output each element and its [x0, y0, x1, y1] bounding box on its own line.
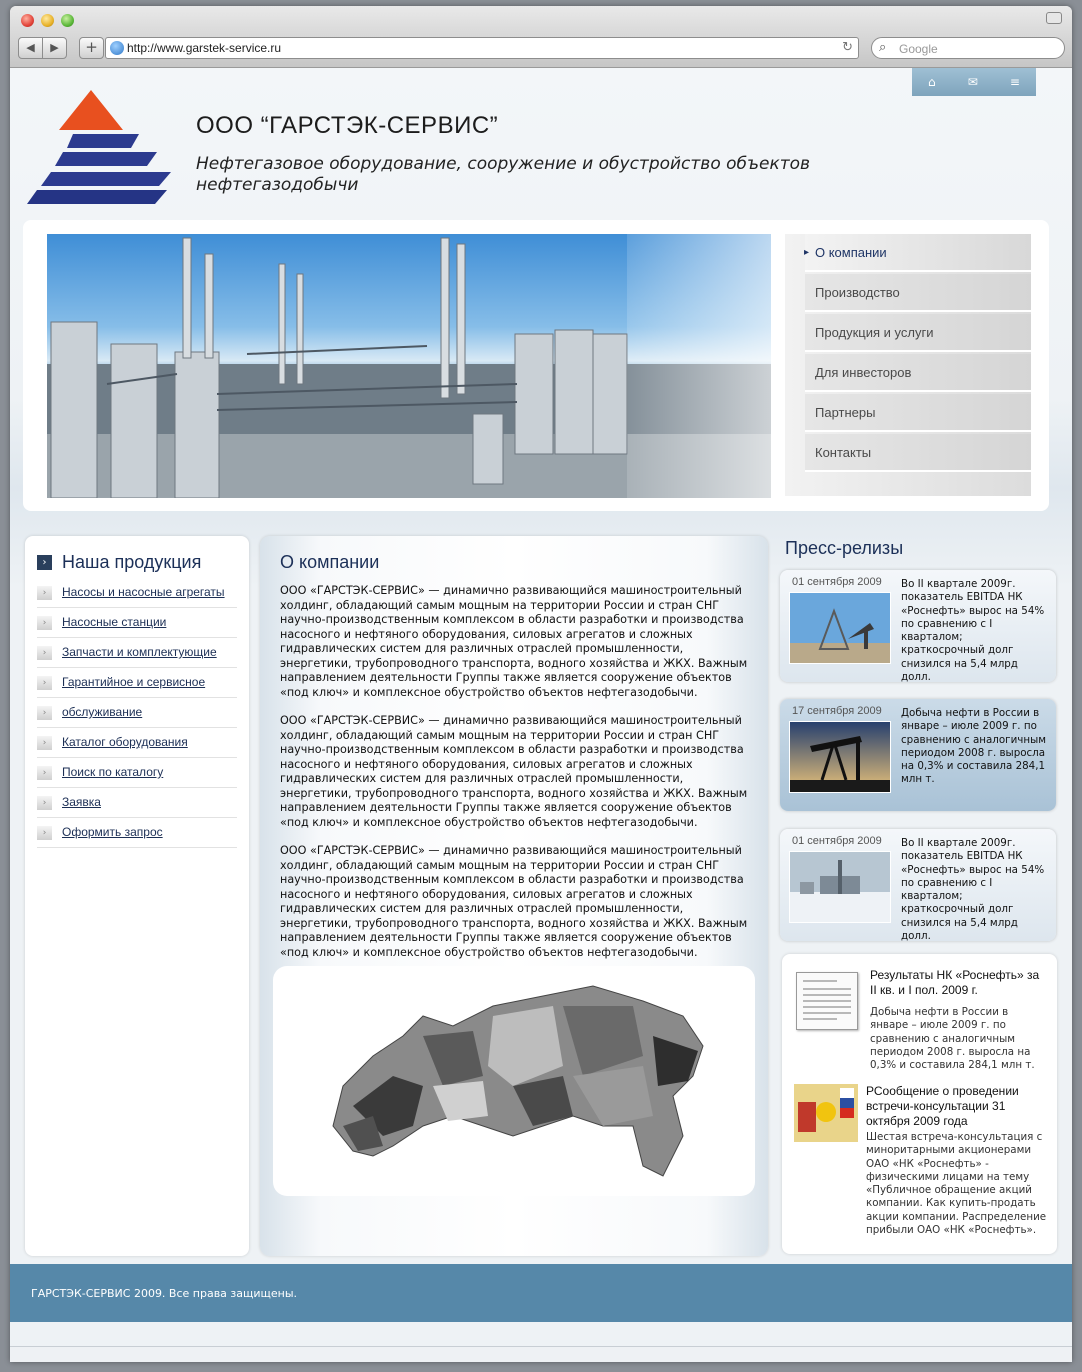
product-link[interactable]: Насосы и насосные агрегаты	[62, 585, 225, 599]
products-title: Наша продукция	[62, 552, 202, 572]
product-item[interactable]	[37, 608, 237, 638]
document-title[interactable]: Результаты НК «Роснефть» за II кв. и I пол. 2009 г.	[870, 968, 1040, 997]
forward-icon: ▶	[50, 41, 59, 54]
about-section	[260, 536, 768, 1256]
bullet-arrow-icon: ›	[37, 616, 52, 630]
press-date: 01 сентября 2009	[792, 576, 882, 588]
search-icon: ⌕	[879, 40, 887, 55]
nav-item-investors[interactable]	[805, 354, 1031, 392]
bullet-arrow-icon: ›	[37, 766, 52, 780]
title-arrow-icon: ›	[37, 555, 52, 570]
meeting-text: Шестая встреча-консультация с миноритарными акционерами ОАО «НК «Роснефть» - физическими лицами на тему «Публичное обращение акций компании. Как купить-продать акции компании. Распределение прибыли ОАО «НК «Роснефть».	[866, 1131, 1047, 1237]
back-button[interactable]	[18, 37, 43, 59]
bullet-arrow-icon: ›	[37, 646, 52, 660]
add-bookmark-button[interactable]	[79, 37, 104, 59]
product-link[interactable]: обслуживание	[62, 705, 143, 719]
nav-item-production[interactable]	[805, 274, 1031, 312]
products-sidebar	[25, 536, 249, 1256]
press-title: Пресс-релизы	[785, 538, 904, 558]
web-page	[10, 68, 1072, 1362]
product-item[interactable]	[37, 638, 237, 668]
product-item[interactable]	[37, 578, 237, 608]
bullet-arrow-icon: ›	[37, 736, 52, 750]
forward-button[interactable]	[42, 37, 67, 59]
product-item[interactable]	[37, 758, 237, 788]
company-logo[interactable]	[27, 88, 175, 208]
status-bar	[10, 1346, 1072, 1362]
plus-icon: +	[85, 38, 98, 56]
press-date: 17 сентября 2009	[792, 705, 882, 717]
press-card[interactable]	[780, 699, 1056, 811]
nav-item-products-services[interactable]	[805, 314, 1031, 352]
bullet-arrow-icon: ›	[37, 706, 52, 720]
document-text: Добыча нефти в России в январе – июле 2009 г. по сравнению с аналогичным периодом 2008 г. выросла на 0,3% и составила 284,1 млн т.	[870, 1006, 1035, 1072]
search-input[interactable]	[871, 37, 1065, 59]
documents-box	[782, 954, 1057, 1254]
press-card[interactable]	[780, 829, 1056, 941]
expand-toolbar-button[interactable]	[1046, 12, 1062, 24]
browser-window	[10, 6, 1072, 1362]
utility-icons	[912, 68, 1036, 96]
product-item[interactable]	[37, 698, 237, 728]
active-arrow-icon: ▸	[804, 247, 810, 258]
company-tagline: Нефтегазовое оборудование, сооружение и обустройство объектов нефтегазодобычи	[196, 154, 811, 195]
product-link[interactable]: Поиск по каталогу	[62, 765, 164, 779]
zoom-window-button[interactable]	[61, 14, 74, 27]
press-thumbnail	[789, 592, 891, 664]
close-window-button[interactable]	[21, 14, 34, 27]
meeting-thumbnail[interactable]	[794, 1084, 858, 1142]
nav-item-label: Для инвесторов	[815, 365, 912, 380]
nav-item-label: Продукция и услуги	[815, 325, 934, 340]
product-link[interactable]: Гарантийное и сервисное	[62, 675, 206, 689]
product-item[interactable]	[37, 668, 237, 698]
press-date: 01 сентября 2009	[792, 835, 882, 847]
product-link[interactable]: Оформить запрос	[62, 825, 163, 839]
sitemap-icon[interactable]: ≡	[1009, 75, 1020, 89]
product-item[interactable]	[37, 818, 237, 848]
nav-item-partners[interactable]	[805, 394, 1031, 432]
browser-toolbar	[10, 6, 1072, 68]
nav-item-label: О компании	[815, 245, 887, 260]
bullet-arrow-icon: ›	[37, 676, 52, 690]
bullet-arrow-icon: ›	[37, 586, 52, 600]
product-link[interactable]: Насосные станции	[62, 615, 167, 629]
photo-fade	[627, 234, 771, 498]
address-bar[interactable]	[105, 37, 859, 59]
press-card[interactable]	[780, 570, 1056, 682]
russia-map	[273, 966, 755, 1196]
about-paragraph: ООО «ГАРСТЭК-СЕРВИС» — динамично развивающийся машиностроительный холдинг, обладающий самым мощным на территории России и стран СНГ научно-производственным комплексом в области разработки и производства насосного и нефтяного оборудования, силовых агрегатов и сложных гидравлических систем для различных отраслей промышленности, энергетики, трубопроводного транспорта, водного хозяйства и ЖКХ. Важным направлением деятельности Группы также является сооружение объектов «под ключ» и комплексное обустройство объектов нефтегазодобычи.	[280, 844, 748, 959]
bullet-arrow-icon: ›	[37, 796, 52, 810]
nav-item-label: Производство	[815, 285, 900, 300]
url-text[interactable]: http://www.garstek-service.ru	[127, 41, 282, 55]
product-item[interactable]	[37, 728, 237, 758]
company-name: ООО “ГАРСТЭК-СЕРВИС”	[196, 112, 499, 139]
press-text: Во II квартале 2009г. показатель EBITDA НК «Роснефть» вырос на 54% по сравнению с I кварталом; краткосрочный долг снизился на 5,4 млрд долл.	[901, 578, 1045, 684]
nav-item-label: Контакты	[815, 445, 872, 460]
about-paragraph: ООО «ГАРСТЭК-СЕРВИС» — динамично развивающийся машиностроительный холдинг, обладающий самым мощным на территории России и стран СНГ научно-производственным комплексом в области разработки и производства насосного и нефтяного оборудования, силовых агрегатов и сложных гидравлических систем для различных отраслей промышленности, энергетики, трубопроводного транспорта, водного хозяйства и ЖКХ. Важным направлением деятельности Группы также является сооружение объектов «под ключ» и комплексное обустройство объектов нефтегазодобычи.	[280, 584, 748, 699]
product-item[interactable]	[37, 788, 237, 818]
press-thumbnail	[789, 851, 891, 923]
nav-item-label: Партнеры	[815, 405, 876, 420]
reload-icon[interactable]: ↻	[842, 40, 853, 55]
press-thumbnail	[789, 721, 891, 793]
meeting-title[interactable]: РСообщение о проведении встречи-консультации 31 октября 2009 года	[866, 1084, 1019, 1128]
product-link[interactable]: Заявка	[62, 795, 101, 809]
product-link[interactable]: Запчасти и комплектующие	[62, 645, 217, 659]
page-footer	[10, 1264, 1072, 1322]
about-paragraph: ООО «ГАРСТЭК-СЕРВИС» — динамично развивающийся машиностроительный холдинг, обладающий самым мощным на территории России и стран СНГ научно-производственным комплексом в области разработки и производства насосного и нефтяного оборудования, силовых агрегатов и сложных гидравлических систем для различных отраслей промышленности, энергетики, трубопроводного транспорта, водного хозяйства и ЖКХ. Важным направлением деятельности Группы также является сооружение объектов «под ключ» и комплексное обустройство объектов нефтегазодобычи.	[280, 714, 748, 829]
press-text: Добыча нефти в России в январе – июле 2009 г. по сравнению с аналогичным периодом 2008 г. выросла на 0,3% и составила 284,1 млн т.	[901, 707, 1046, 786]
press-text: Во II квартале 2009г. показатель EBITDA НК «Роснефть» вырос на 54% по сравнению с I кварталом; краткосрочный долг снизился на 5,4 млрд долл.	[901, 837, 1045, 943]
nav-item-contacts[interactable]	[805, 434, 1031, 472]
search-placeholder: Google	[899, 42, 938, 56]
main-navigation	[785, 234, 1031, 496]
minimize-window-button[interactable]	[41, 14, 54, 27]
nav-item-about[interactable]	[805, 234, 1031, 272]
back-icon: ◀	[26, 41, 35, 54]
globe-icon	[110, 41, 124, 55]
bullet-arrow-icon: ›	[37, 826, 52, 840]
hero-banner	[23, 220, 1049, 511]
about-title: О компании	[280, 552, 380, 572]
mail-icon[interactable]: ✉	[967, 75, 978, 89]
document-thumbnail[interactable]	[796, 972, 858, 1030]
copyright-text: ГАРСТЭК-СЕРВИС 2009. Все права защищены.	[31, 1287, 298, 1300]
product-link[interactable]: Каталог оборудования	[62, 735, 188, 749]
refinery-photo	[47, 234, 771, 498]
home-icon[interactable]: ⌂	[928, 75, 936, 89]
